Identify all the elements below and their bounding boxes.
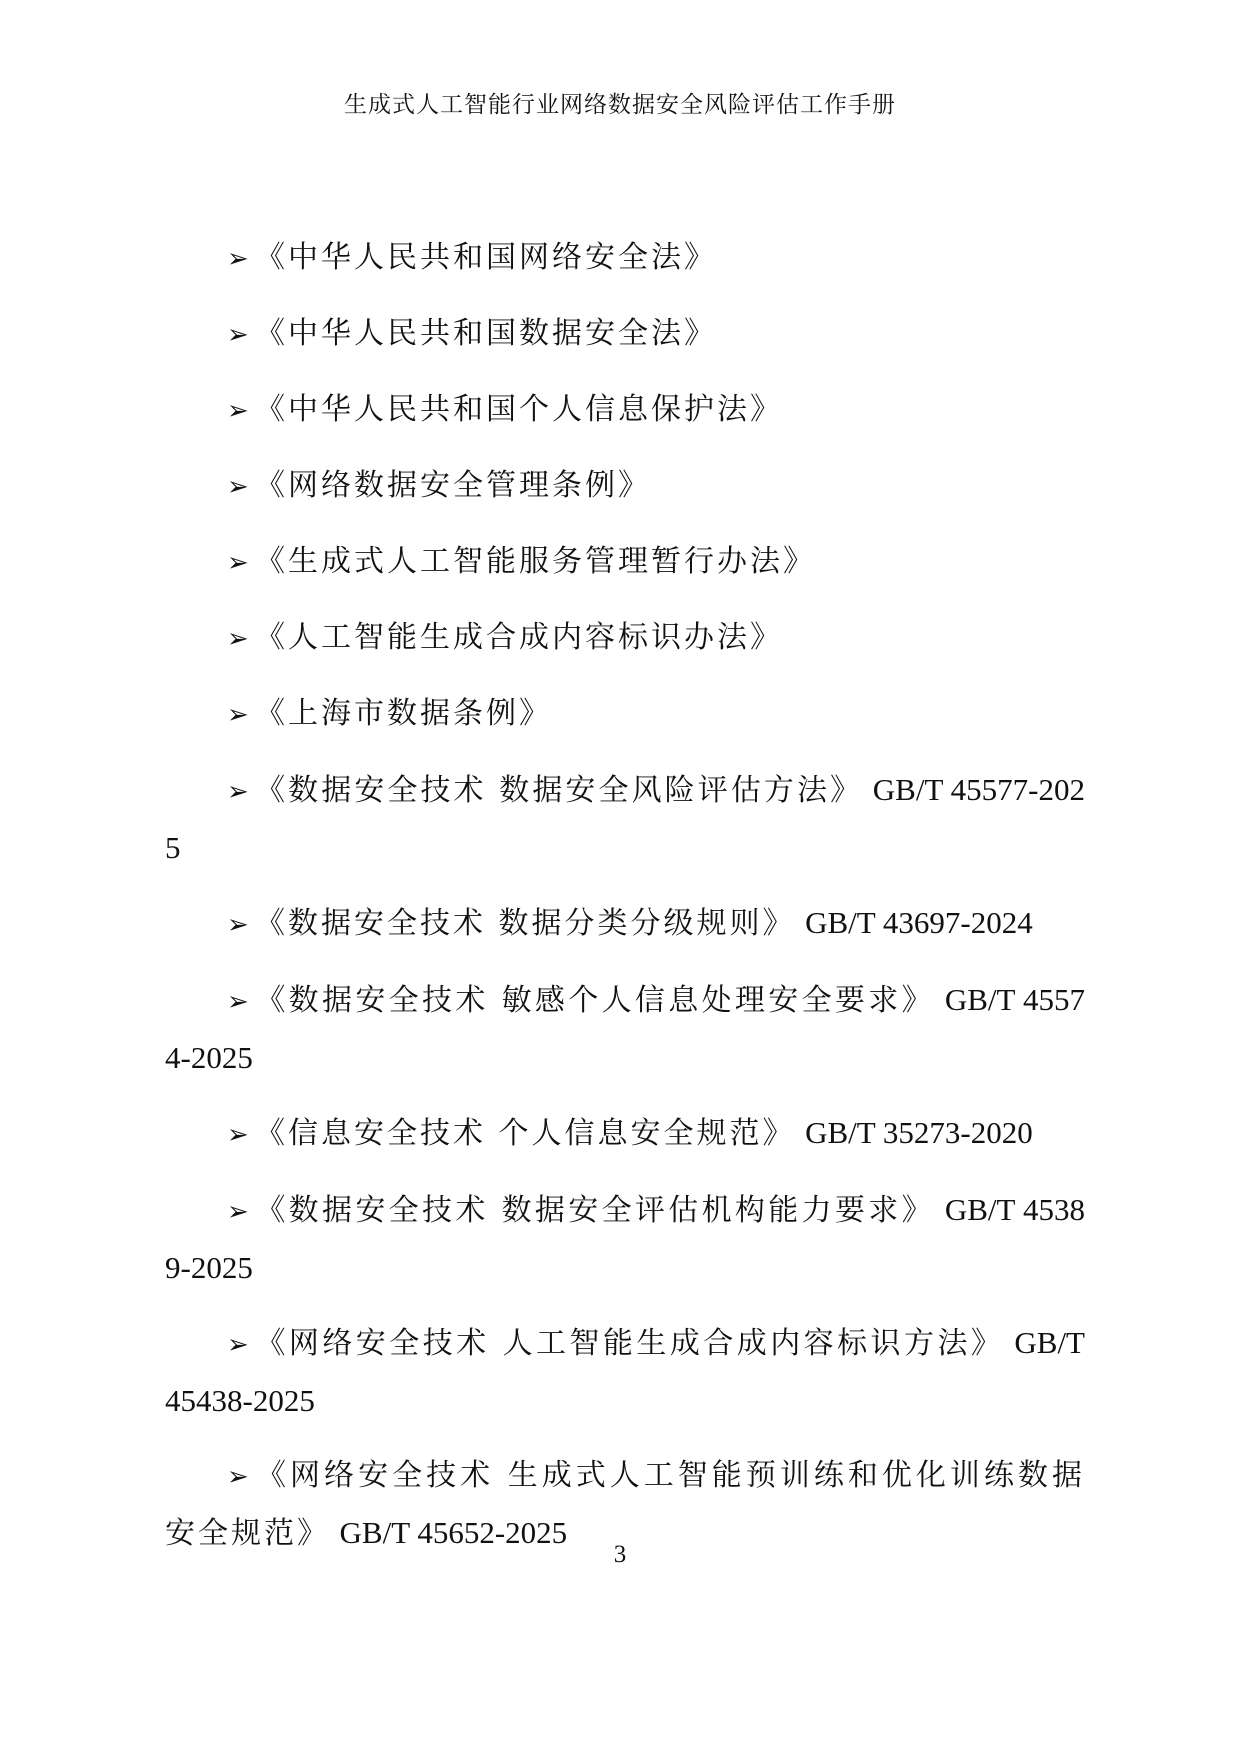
arrow-bullet-icon: ➢	[227, 1462, 249, 1492]
reference-title: 《信息安全技术 个人信息安全规范》	[255, 1116, 796, 1151]
reference-title: 《中华人民共和国数据安全法》	[255, 316, 717, 351]
arrow-bullet-icon: ➢	[227, 548, 249, 578]
reference-title: 《数据安全技术 数据安全风险评估方法》	[255, 773, 864, 808]
reference-item	[165, 1105, 1085, 1163]
standard-code: GB/T 45652-2025	[339, 1515, 568, 1550]
reference-title: 《数据安全技术 数据分类分级规则》	[255, 906, 796, 941]
standard-code: GB/T 45577-2025	[165, 772, 1085, 865]
reference-title: 《人工智能生成合成内容标识办法》	[255, 620, 783, 655]
arrow-bullet-icon: ➢	[227, 777, 249, 807]
arrow-bullet-icon: ➢	[227, 244, 249, 274]
standard-code: GB/T 45389-2025	[165, 1192, 1085, 1285]
page-number: 3	[613, 1541, 627, 1568]
reference-item	[165, 534, 1085, 591]
standard-code: GB/T 45438-2025	[165, 1325, 1085, 1418]
reference-item	[165, 972, 1085, 1086]
arrow-bullet-icon: ➢	[227, 1330, 249, 1360]
reference-title: 《中华人民共和国网络安全法》	[255, 240, 717, 275]
reference-item	[165, 686, 1085, 743]
reference-title: 《中华人民共和国个人信息保护法》	[255, 392, 783, 427]
reference-title: 《生成式人工智能服务管理暂行办法》	[255, 544, 816, 579]
reference-title: 《数据安全技术 敏感个人信息处理安全要求》	[255, 983, 935, 1018]
reference-list	[165, 230, 1085, 1580]
arrow-bullet-icon: ➢	[227, 624, 249, 654]
arrow-bullet-icon: ➢	[227, 320, 249, 350]
arrow-bullet-icon: ➢	[227, 396, 249, 426]
reference-title: 《网络数据安全管理条例》	[255, 468, 651, 503]
reference-item	[165, 762, 1085, 876]
reference-item	[165, 1182, 1085, 1296]
reference-title: 《网络安全技术 生成式人工智能预训练和优化训练数据安全规范》	[165, 1458, 1085, 1551]
reference-title: 《网络安全技术 人工智能生成合成内容标识方法》	[255, 1326, 1005, 1361]
reference-item	[165, 230, 1085, 287]
reference-item	[165, 610, 1085, 667]
arrow-bullet-icon: ➢	[227, 987, 249, 1017]
standard-code: GB/T 35273-2020	[805, 1115, 1033, 1150]
reference-item	[165, 458, 1085, 515]
reference-title: 《上海市数据条例》	[255, 696, 552, 731]
arrow-bullet-icon: ➢	[227, 1197, 249, 1227]
standard-code: GB/T 45574-2025	[165, 982, 1085, 1075]
reference-item	[165, 306, 1085, 363]
reference-item	[165, 382, 1085, 439]
reference-title: 《数据安全技术 数据安全评估机构能力要求》	[255, 1193, 935, 1228]
reference-item	[165, 1315, 1085, 1429]
running-header: 生成式人工智能行业网络数据安全风险评估工作手册	[344, 92, 896, 118]
standard-code: GB/T 43697-2024	[805, 905, 1033, 940]
arrow-bullet-icon: ➢	[227, 700, 249, 730]
arrow-bullet-icon: ➢	[227, 472, 249, 502]
reference-item	[165, 895, 1085, 953]
arrow-bullet-icon: ➢	[227, 910, 249, 940]
arrow-bullet-icon: ➢	[227, 1120, 249, 1150]
